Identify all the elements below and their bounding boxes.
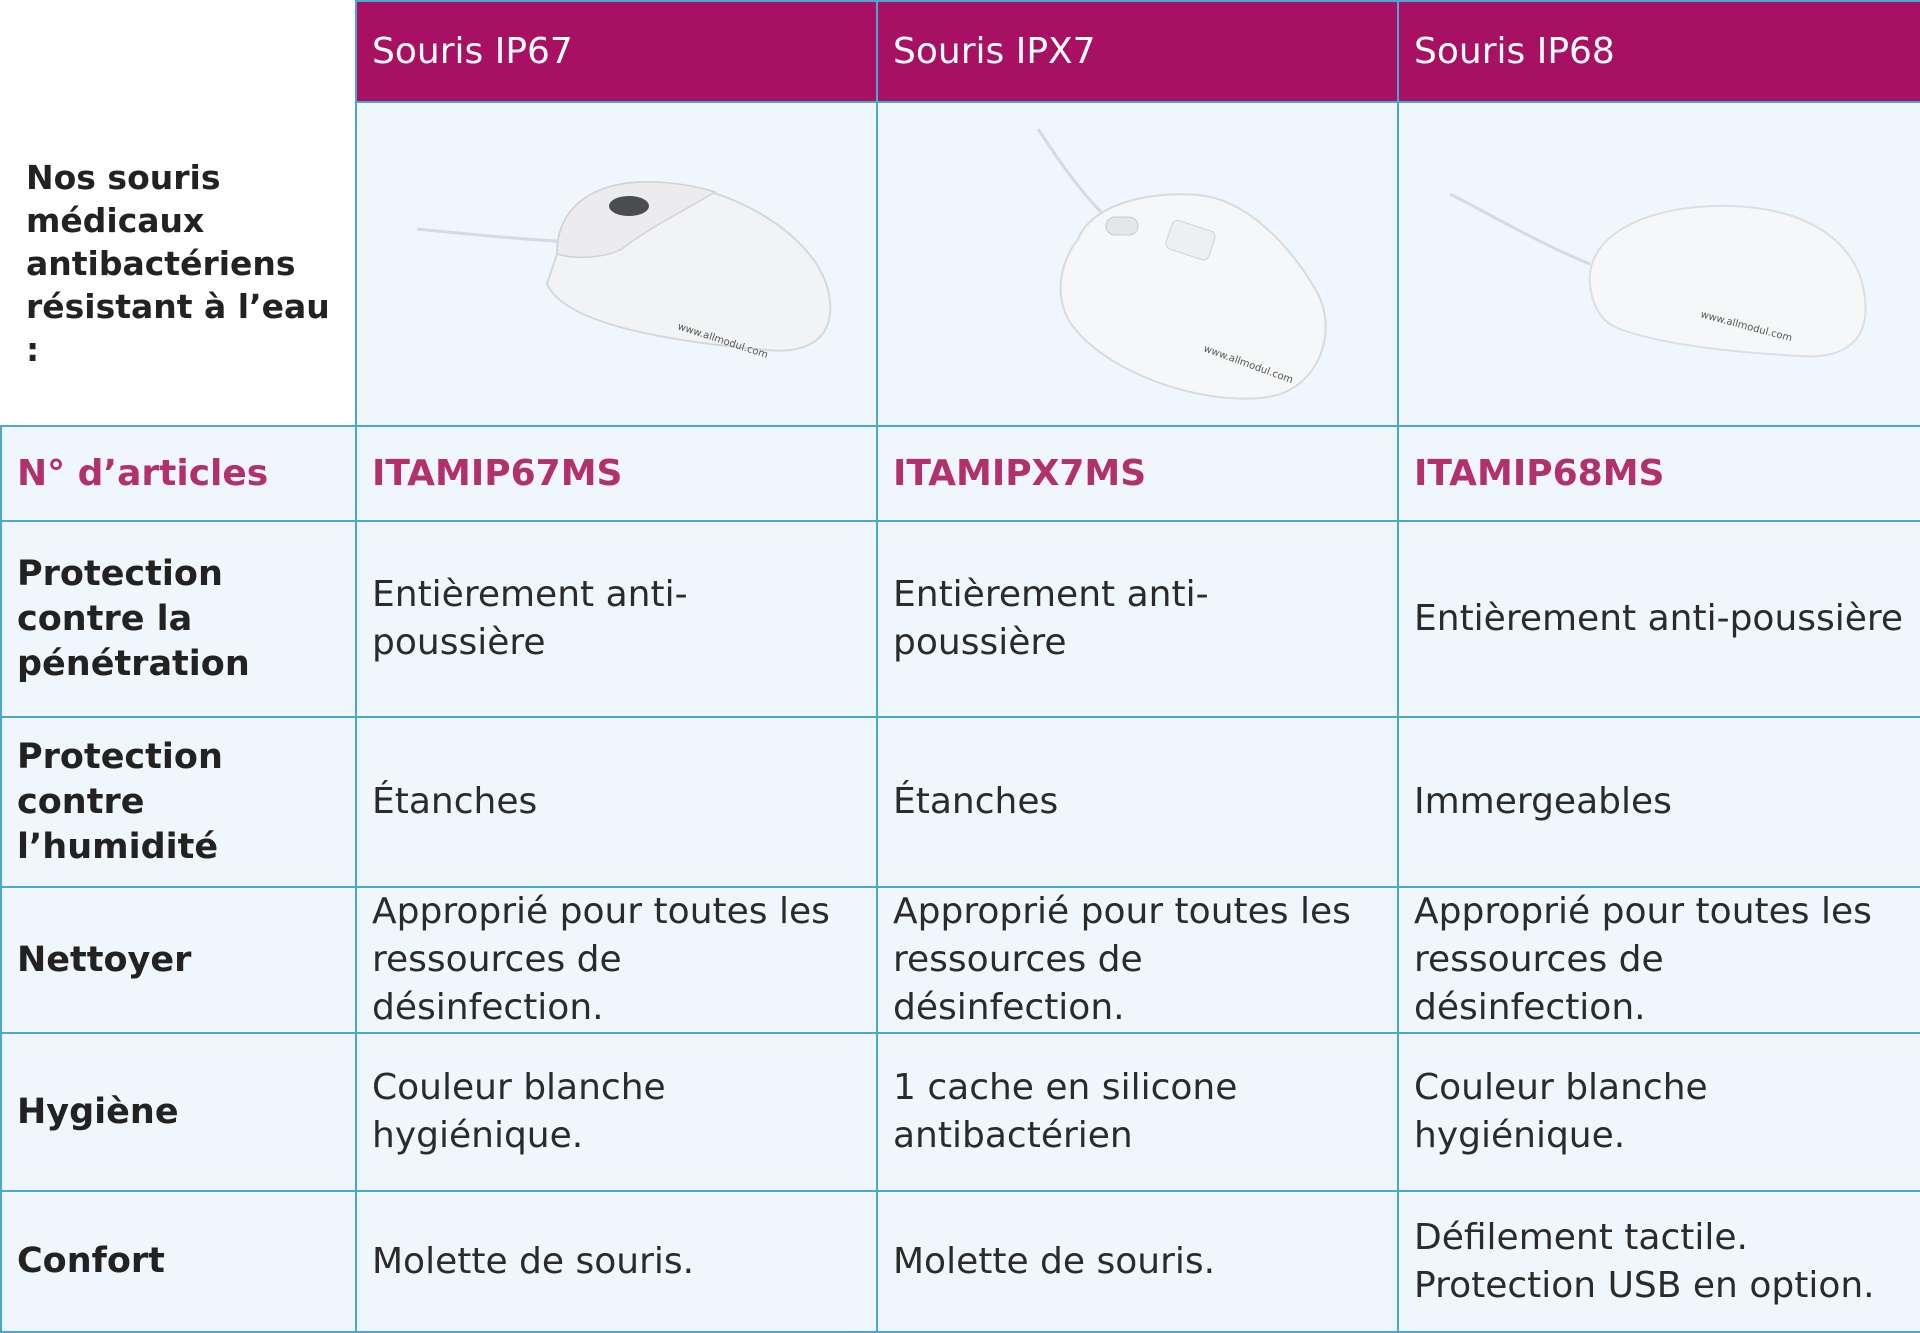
product-header: Souris IP67 <box>356 1 877 102</box>
row-label: Hygiène <box>1 1033 356 1191</box>
table-row <box>1 887 1920 1033</box>
table-cell: 1 cache en silicone antibactérien <box>877 1033 1398 1191</box>
table-cell: Approprié pour toutes les ressources de désinfection. <box>877 887 1398 1033</box>
image-row <box>1 102 1920 426</box>
table-row <box>1 521 1920 717</box>
mouse-ip67-icon <box>397 134 837 394</box>
table-cell: Étanches <box>877 717 1398 887</box>
table-cell: Entièrement anti-poussière <box>877 521 1398 717</box>
table-row <box>1 1191 1920 1332</box>
product-header: Souris IPX7 <box>877 1 1398 102</box>
article-number: ITAMIP68MS <box>1398 426 1920 521</box>
row-label: Nettoyer <box>1 887 356 1033</box>
brand-text: www.allmodul.com <box>1698 309 1793 345</box>
mouse-ip68-icon <box>1430 134 1890 394</box>
product-image-cell <box>877 102 1398 426</box>
mouse-ipx7-icon <box>918 119 1358 409</box>
table-cell: Entièrement anti-poussière <box>1398 521 1920 717</box>
row-label: Protection contre l’humidité <box>1 717 356 887</box>
table-row <box>1 426 1920 521</box>
table-cell: Couleur blanche hygiénique. <box>1398 1033 1920 1191</box>
table-cell: Immergeables <box>1398 717 1920 887</box>
table-cell: Entièrement anti-poussière <box>356 521 877 717</box>
product-header: Souris IP68 <box>1398 1 1920 102</box>
product-image-cell <box>1398 102 1920 426</box>
brand-text: www.allmodul.com <box>675 321 769 362</box>
row-label: Confort <box>1 1191 356 1332</box>
table-row <box>1 717 1920 887</box>
article-number: ITAMIPX7MS <box>877 426 1398 521</box>
table-cell: Approprié pour toutes les ressources de désinfection. <box>356 887 877 1033</box>
table-row <box>1 1033 1920 1191</box>
intro-text: Nos souris médicaux antibactériens résistant à l’eau : <box>1 102 356 426</box>
table-cell: Molette de souris. <box>877 1191 1398 1332</box>
row-label: Protection contre la pénétration <box>1 521 356 717</box>
table-cell: Couleur blanche hygiénique. <box>356 1033 877 1191</box>
table-cell: Défilement tactile. Protection USB en option. <box>1398 1191 1920 1332</box>
table-cell: Approprié pour toutes les ressources de désinfection. <box>1398 887 1920 1033</box>
row-label: N° d’articles <box>1 426 356 521</box>
article-number: ITAMIP67MS <box>356 426 877 521</box>
brand-text: www.allmodul.com <box>1201 343 1294 387</box>
table-cell: Étanches <box>356 717 877 887</box>
header-corner <box>1 1 356 102</box>
header-row <box>1 1 1920 102</box>
table-cell: Molette de souris. <box>356 1191 877 1332</box>
product-image-cell <box>356 102 877 426</box>
